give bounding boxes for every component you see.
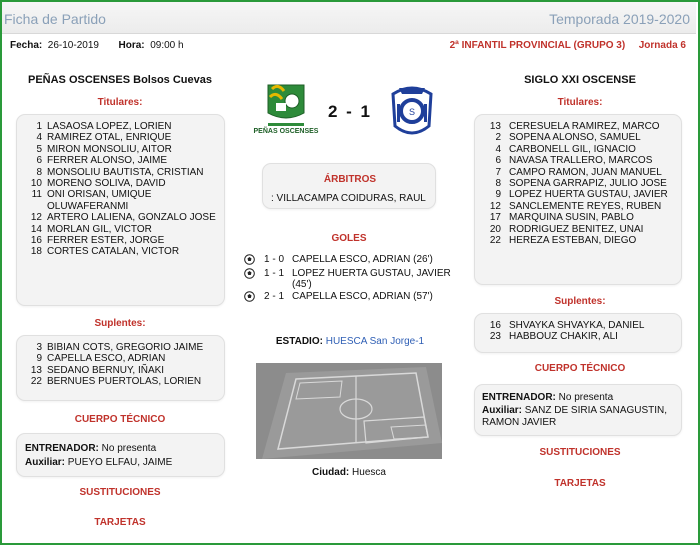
time-value: 09:00 h bbox=[150, 40, 184, 51]
player-name[interactable]: RAMIREZ OTAL, ENRIQUE bbox=[47, 132, 172, 144]
football-icon bbox=[244, 268, 255, 279]
player-name[interactable]: MORLAN GIL, VICTOR bbox=[47, 223, 152, 235]
away-assistant-label: Auxiliar: bbox=[482, 404, 523, 416]
away-assistant-row bbox=[482, 405, 673, 430]
goal-score: 1 - 0 bbox=[264, 254, 285, 265]
stadium-photo bbox=[256, 363, 442, 459]
home-starters-card bbox=[16, 114, 225, 306]
player-row[interactable] bbox=[481, 132, 673, 143]
home-starters-label: Titulares: bbox=[97, 97, 143, 108]
title-bar bbox=[2, 2, 696, 34]
referee-name: : VILLACAMPA COIDURAS, RAUL bbox=[271, 193, 426, 204]
home-starters-list bbox=[25, 121, 216, 258]
player-number: 18 bbox=[30, 246, 42, 258]
player-number: 22 bbox=[489, 235, 501, 247]
home-substitutions-label: SUSTITUCIONES bbox=[79, 487, 161, 498]
football-icon bbox=[244, 254, 255, 265]
goal-scorer[interactable]: LOPEZ HUERTA GUSTAU, JAVIER (45') bbox=[292, 268, 451, 290]
player-number: 16 bbox=[489, 320, 501, 331]
player-name[interactable]: BERNUES PUERTOLAS, LORIEN bbox=[47, 376, 202, 388]
city-row bbox=[256, 467, 442, 478]
away-starters-list bbox=[481, 121, 673, 246]
player-number: 20 bbox=[489, 223, 501, 235]
player-name[interactable]: SOPENA GARRAPIZ, JULIO JOSE bbox=[509, 178, 667, 190]
player-name[interactable]: CERESUELA RAMIREZ, MARCO bbox=[509, 121, 660, 132]
player-number: 6 bbox=[36, 155, 42, 167]
home-cards-label: TARJETAS bbox=[94, 517, 146, 528]
player-number: 12 bbox=[30, 212, 42, 224]
player-number: 1 bbox=[36, 121, 42, 132]
player-row[interactable] bbox=[481, 144, 673, 155]
football-icon bbox=[244, 291, 255, 302]
away-assistant-value: SANZ DE SIRIA SANAGUSTIN, RAMON JAVIER bbox=[482, 404, 668, 428]
away-cards-label: TARJETAS bbox=[554, 478, 606, 489]
player-row[interactable] bbox=[25, 178, 216, 189]
match-score: 2 - 1 bbox=[327, 102, 373, 121]
home-coach-row bbox=[25, 442, 216, 456]
date-value: 26-10-2019 bbox=[47, 40, 99, 51]
player-row[interactable] bbox=[25, 224, 216, 235]
stadium-label: ESTADIO: bbox=[275, 336, 323, 347]
player-number: 22 bbox=[30, 376, 42, 388]
player-row[interactable] bbox=[25, 167, 216, 178]
home-staff-label: CUERPO TÉCNICO bbox=[74, 414, 166, 425]
player-name[interactable]: CAPELLA ESCO, ADRIAN bbox=[47, 353, 166, 365]
player-row[interactable] bbox=[25, 155, 216, 166]
player-row[interactable] bbox=[481, 320, 673, 331]
player-name[interactable]: CAMPO RAMON, JUAN MANUEL bbox=[509, 166, 662, 178]
player-number: 7 bbox=[495, 166, 501, 178]
player-row[interactable] bbox=[481, 167, 673, 178]
player-number: 12 bbox=[489, 200, 501, 212]
away-staff-card bbox=[474, 384, 682, 436]
city-label: Ciudad: bbox=[312, 467, 350, 478]
away-team-name[interactable]: SIGLO XXI OSCENSE bbox=[524, 74, 636, 86]
player-name[interactable]: SANCLEMENTE REYES, RUBEN bbox=[509, 200, 662, 212]
home-subs-list bbox=[25, 342, 216, 388]
player-number: 17 bbox=[489, 212, 501, 224]
player-number: 16 bbox=[30, 235, 42, 247]
player-name[interactable]: SHVAYKA SHVAYKA, DANIEL bbox=[509, 320, 645, 331]
player-number: 9 bbox=[36, 353, 42, 365]
home-subs-label: Suplentes: bbox=[94, 318, 146, 329]
away-team-crest-icon[interactable] bbox=[389, 80, 435, 142]
player-name[interactable]: MIRON MONSOLIU, AITOR bbox=[47, 143, 172, 155]
player-number: 4 bbox=[495, 143, 501, 155]
date-time bbox=[10, 40, 184, 51]
player-name[interactable]: NAVASA TRALLERO, MARCOS bbox=[509, 155, 653, 167]
referees-label: ÁRBITROS bbox=[323, 174, 377, 185]
time-label: Hora: bbox=[118, 40, 145, 51]
player-name[interactable]: LASAOSA LOPEZ, LORIEN bbox=[47, 121, 172, 132]
player-name[interactable]: HABBOUZ CHAKIR, ALI bbox=[509, 331, 618, 343]
referees-card bbox=[262, 163, 436, 209]
player-number: 13 bbox=[489, 121, 501, 132]
svg-text:S: S bbox=[408, 107, 416, 117]
player-name[interactable]: MONSOLIU BAUTISTA, CRISTIAN bbox=[47, 166, 204, 178]
player-row[interactable] bbox=[25, 246, 216, 257]
home-team-crest-icon[interactable] bbox=[253, 79, 319, 141]
match-info-bar bbox=[10, 40, 690, 54]
away-coach-label: ENTRENADOR: bbox=[482, 392, 556, 403]
player-name[interactable]: ONI ORISAN, UMIQUE OLUWAFERANMI bbox=[47, 189, 152, 212]
player-name[interactable]: ARTERO LALIENA, GONZALO JOSE bbox=[47, 212, 216, 224]
player-number: 8 bbox=[36, 166, 42, 178]
player-name[interactable]: SEDANO BERNUY, IÑAKI bbox=[47, 364, 165, 376]
stadium-row bbox=[246, 336, 454, 347]
player-row[interactable] bbox=[25, 235, 216, 246]
player-number: 3 bbox=[36, 342, 42, 353]
away-starters-card bbox=[474, 114, 682, 285]
home-coach-label: ENTRENADOR: bbox=[25, 443, 99, 454]
goals-label: GOLES bbox=[331, 233, 367, 244]
field-icon bbox=[256, 363, 442, 459]
player-row[interactable] bbox=[481, 235, 673, 246]
player-name[interactable]: FERRER ESTER, JORGE bbox=[47, 235, 165, 247]
player-number: 23 bbox=[489, 331, 501, 343]
away-subs-card bbox=[474, 313, 682, 353]
player-row[interactable] bbox=[481, 189, 673, 200]
goal-score: 1 - 1 bbox=[264, 268, 285, 279]
player-number: 5 bbox=[36, 143, 42, 155]
player-row[interactable] bbox=[25, 353, 216, 364]
player-row[interactable] bbox=[481, 212, 673, 223]
home-team-name[interactable]: PEÑAS OSCENSES Bolsos Cuevas bbox=[27, 74, 212, 86]
player-number: 13 bbox=[30, 364, 42, 376]
player-row[interactable] bbox=[25, 376, 216, 387]
home-assistant-row bbox=[25, 456, 216, 470]
player-number: 4 bbox=[36, 132, 42, 144]
player-row[interactable] bbox=[481, 331, 673, 342]
player-number: 2 bbox=[495, 132, 501, 144]
player-name[interactable]: RODRIGUEZ BENITEZ, UNAI bbox=[509, 223, 644, 235]
home-crest-text: PEÑAS OSCENSES bbox=[253, 128, 319, 135]
player-row[interactable] bbox=[481, 201, 673, 212]
away-subs-list bbox=[481, 320, 673, 343]
date-label: Fecha: bbox=[10, 40, 43, 51]
player-name[interactable]: CORTES CATALAN, VICTOR bbox=[47, 246, 180, 258]
away-starters-label: Titulares: bbox=[557, 97, 603, 108]
away-staff-label: CUERPO TÉCNICO bbox=[534, 363, 626, 374]
competition-name[interactable]: 2ª INFANTIL PROVINCIAL (GRUPO 3) bbox=[449, 40, 626, 51]
player-row[interactable] bbox=[481, 178, 673, 189]
stadium-link[interactable]: HUESCA San Jorge-1 bbox=[325, 336, 425, 347]
home-assistant-value: PUEYO ELFAU, JAIME bbox=[67, 457, 173, 468]
player-name[interactable]: MORENO SOLIVA, DAVID bbox=[47, 178, 166, 190]
player-name[interactable]: LOPEZ HUERTA GUSTAU, JAVIER bbox=[509, 189, 668, 201]
home-subs-card bbox=[16, 335, 225, 401]
home-staff-card bbox=[16, 433, 225, 477]
page-title: Ficha de Partido bbox=[4, 11, 106, 27]
player-row[interactable] bbox=[481, 155, 673, 166]
player-name[interactable]: BIBIAN COTS, GREGORIO JAIME bbox=[47, 342, 204, 353]
player-row[interactable] bbox=[25, 365, 216, 376]
player-name[interactable]: MARQUINA SUSIN, PABLO bbox=[509, 212, 634, 224]
player-number: 9 bbox=[495, 189, 501, 201]
player-number: 6 bbox=[495, 155, 501, 167]
player-name[interactable]: HEREZA ESTEBAN, DIEGO bbox=[509, 235, 637, 247]
player-row[interactable] bbox=[25, 212, 216, 223]
away-coach-value: No presenta bbox=[558, 392, 614, 403]
player-number: 8 bbox=[495, 178, 501, 190]
home-coach-value: No presenta bbox=[101, 443, 157, 454]
player-row[interactable] bbox=[25, 189, 216, 212]
player-row[interactable] bbox=[25, 342, 216, 353]
goal-scorer[interactable]: CAPELLA ESCO, ADRIAN (57') bbox=[292, 291, 433, 302]
player-name[interactable]: FERRER ALONSO, JAIME bbox=[47, 155, 168, 167]
away-coach-row bbox=[482, 392, 673, 405]
round-label: Jornada 6 bbox=[638, 40, 686, 51]
player-row[interactable] bbox=[25, 121, 216, 132]
player-number: 11 bbox=[31, 189, 42, 201]
away-substitutions-label: SUSTITUCIONES bbox=[539, 447, 621, 458]
away-subs-label: Suplentes: bbox=[554, 296, 606, 307]
player-row[interactable] bbox=[481, 224, 673, 235]
player-name[interactable]: CARBONELL GIL, IGNACIO bbox=[509, 143, 636, 155]
competition-info bbox=[450, 40, 686, 51]
player-row[interactable] bbox=[481, 121, 673, 132]
goal-score: 2 - 1 bbox=[264, 291, 285, 302]
player-number: 10 bbox=[30, 178, 42, 190]
player-row[interactable] bbox=[25, 132, 216, 143]
goal-scorer[interactable]: CAPELLA ESCO, ADRIAN (26') bbox=[292, 254, 433, 265]
player-name[interactable]: SOPENA ALONSO, SAMUEL bbox=[509, 132, 641, 144]
home-assistant-label: Auxiliar: bbox=[25, 457, 66, 468]
player-row[interactable] bbox=[25, 144, 216, 155]
city-value: Huesca bbox=[352, 467, 386, 478]
player-number: 14 bbox=[30, 223, 42, 235]
season-label: Temporada 2019-2020 bbox=[549, 11, 690, 27]
